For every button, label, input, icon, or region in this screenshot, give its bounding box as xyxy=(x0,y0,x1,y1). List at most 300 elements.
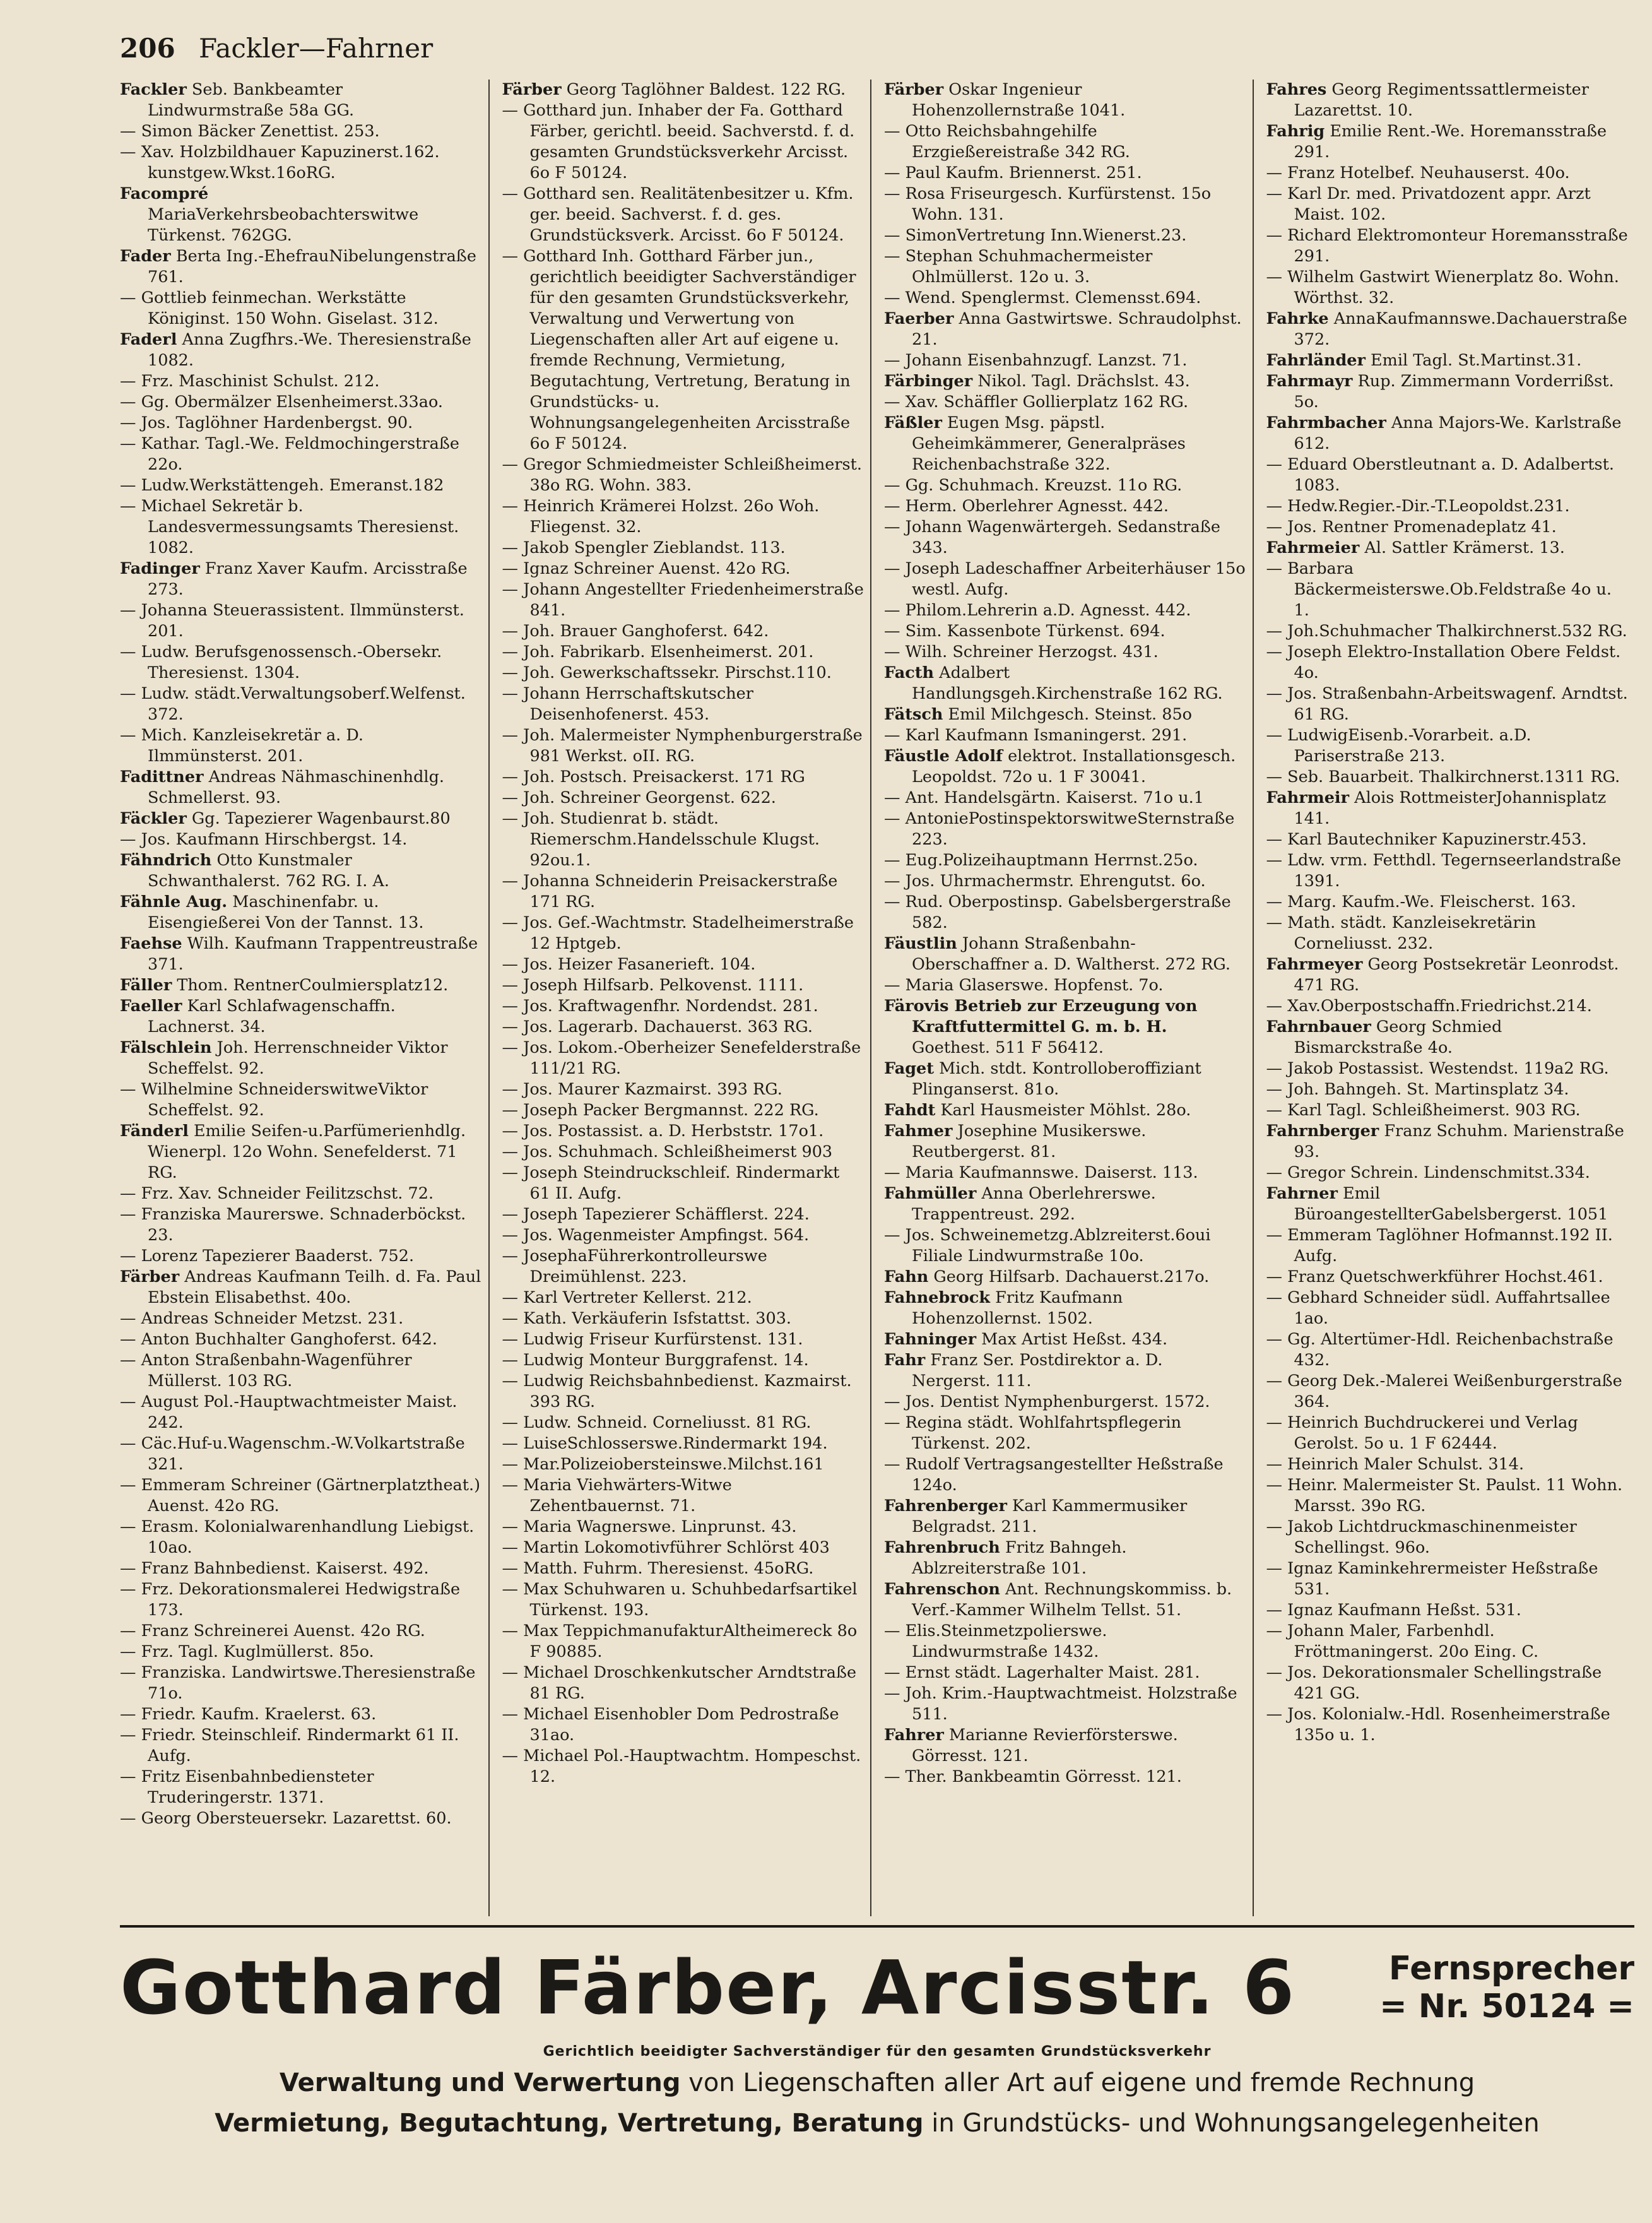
directory-entry xyxy=(884,413,1246,475)
entry-text: — Gottlieb feinmechan. Werkstätte Königinst. 150 Wohn. Giselast. 312. xyxy=(120,288,439,328)
entry-text: — Emmeram Schreiner (Gärtnerplatztheat.) Auenst. 42o RG. xyxy=(120,1476,481,1515)
directory-columns xyxy=(120,80,1634,1916)
entry-surname: Fahdt xyxy=(884,1101,936,1120)
entry-surname: Fahrnberger xyxy=(1266,1122,1379,1141)
entry-text: — Ernst städt. Lagerhalter Maist. 281. xyxy=(884,1663,1200,1682)
entry-text: — Georg Dek.-Malerei Weißenburgerstraße 364. xyxy=(1266,1372,1622,1411)
directory-entry xyxy=(1266,559,1629,621)
page-number: 206 xyxy=(120,33,175,64)
directory-entry xyxy=(502,80,864,100)
entry-text: — Joseph Ladeschaffner Arbeiterhäuser 15o westl. Aufg. xyxy=(884,559,1246,599)
directory-entry xyxy=(120,1038,482,1079)
directory-entry xyxy=(884,996,1246,1058)
entry-text: — Ludw. Schneid. Corneliusst. 81 RG. xyxy=(502,1413,811,1432)
directory-entry xyxy=(502,1079,864,1100)
directory-entry xyxy=(884,850,1246,871)
entry-text: — Xav. Schäffler Gollierplatz 162 RG. xyxy=(884,393,1189,412)
directory-entry xyxy=(120,767,482,809)
entry-text: — Jos. Kolonialw.-Hdl. Rosenheimerstraße 135o u. 1. xyxy=(1266,1705,1610,1745)
entry-text: — Franz Schreinerei Auenst. 42o RG. xyxy=(120,1621,425,1640)
entry-text: — Kath. Verkäuferin Isfstattst. 303. xyxy=(502,1309,792,1328)
directory-entry xyxy=(1266,1475,1629,1517)
entry-text: — Regina städt. Wohlfahrtspflegerin Türkenst. 202. xyxy=(884,1413,1182,1453)
entry-text: — AntoniePostinspektorswitweSternstraße 223. xyxy=(884,809,1235,849)
entry-text: — Xav. Holzbildhauer Kapuzinerst.162. kunstgew.Wkst.16oRG. xyxy=(120,143,440,182)
directory-entry xyxy=(120,1621,482,1642)
entry-text: Franz Xaver Kaufm. Arcisstraße 273. xyxy=(148,559,468,599)
directory-entry xyxy=(884,475,1246,496)
directory-entry xyxy=(884,1725,1246,1767)
entry-text: Emil Milchgesch. Steinst. 85o xyxy=(943,705,1193,724)
entry-text: — Joh. Brauer Ganghoferst. 642. xyxy=(502,622,769,641)
ad-company-name: Gotthard Färber, Arcisstr. 6 xyxy=(120,1944,1296,2031)
directory-entry xyxy=(1266,1017,1629,1058)
entry-text: — Gg. Obermälzer Elsenheimerst.33ao. xyxy=(120,393,443,412)
directory-entry xyxy=(884,1454,1246,1496)
directory-entry xyxy=(120,829,482,850)
directory-entry xyxy=(120,809,482,829)
ad-phone xyxy=(1379,1950,1634,2025)
directory-entry xyxy=(502,767,864,788)
ad-services-line-1 xyxy=(120,2066,1634,2100)
entry-text: AnnaKaufmannswe.Dachauerstraße 372. xyxy=(1294,309,1627,349)
directory-entry xyxy=(884,975,1246,996)
directory-entry xyxy=(884,559,1246,600)
entry-text: — Franz Hotelbef. Neuhauserst. 40o. xyxy=(1266,163,1570,182)
entry-text: Franz Ser. Postdirektor a. D. Nergerst. 111. xyxy=(912,1351,1163,1390)
directory-entry xyxy=(884,934,1246,975)
directory-entry xyxy=(1266,1163,1629,1183)
entry-text: — Heinrich Krämerei Holzst. 26o Woh. Fliegenst. 32. xyxy=(502,497,820,536)
entry-text: — Jos. Postassist. a. D. Herbststr. 17o1. xyxy=(502,1122,824,1141)
entry-surname: Fahmüller xyxy=(884,1184,977,1203)
entry-text: — Joh. Gewerkschaftssekr. Pirschst.110. xyxy=(502,663,832,682)
directory-entry xyxy=(884,392,1246,413)
directory-entry xyxy=(120,434,482,475)
directory-entry xyxy=(502,1204,864,1225)
directory-entry xyxy=(502,1163,864,1204)
directory-entry xyxy=(1266,1704,1629,1746)
directory-entry xyxy=(120,1475,482,1517)
entry-text: — Joseph Packer Bergmannst. 222 RG. xyxy=(502,1101,819,1120)
directory-entry xyxy=(120,1329,482,1350)
directory-entry xyxy=(884,309,1246,350)
entry-text: — Jos. Wagenmeister Ampfingst. 564. xyxy=(502,1226,810,1245)
directory-entry xyxy=(502,1038,864,1079)
directory-entry xyxy=(884,371,1246,392)
directory-entry xyxy=(1266,767,1629,788)
directory-entry xyxy=(1266,725,1629,767)
directory-entry xyxy=(502,1621,864,1663)
entry-text: — Maria Wagnerswe. Linprunst. 43. xyxy=(502,1517,797,1536)
directory-entry xyxy=(502,100,864,184)
entry-text: — Joh.Schuhmacher Thalkirchnerst.532 RG. xyxy=(1266,622,1627,641)
entry-text: — Jos. Lagerarb. Dachauerst. 363 RG. xyxy=(502,1017,813,1036)
entry-text: — Frz. Maschinist Schulst. 212. xyxy=(120,372,380,391)
directory-entry xyxy=(884,704,1246,725)
entry-text: Marianne Revierförsterswe. Görresst. 121. xyxy=(912,1726,1178,1765)
entry-text: — Jos. Gef.-Wachtmstr. Stadelheimerstraße 12 Hptgeb. xyxy=(502,913,854,953)
entry-text: — Frz. Xav. Schneider Feilitzschst. 72. xyxy=(120,1184,434,1203)
directory-entry xyxy=(1266,1121,1629,1163)
entry-surname: Fälschlein xyxy=(120,1038,212,1057)
directory-entry xyxy=(1266,309,1629,350)
entry-text: — Kathar. Tagl.-We. Feldmochingerstraße 22o. xyxy=(120,434,459,474)
directory-entry xyxy=(120,1433,482,1475)
entry-text: — Jos. Schweinemetzg.Ablzreiterst.6oui Filiale Lindwurmstraße 10o. xyxy=(884,1226,1211,1266)
directory-entry xyxy=(120,142,482,184)
entry-text: — Gregor Schrein. Lindenschmitst.334. xyxy=(1266,1163,1590,1182)
directory-entry xyxy=(884,1579,1246,1621)
directory-entry xyxy=(502,454,864,496)
entry-text: Anna Gastwirtswe. Schraudolphst. 21. xyxy=(912,309,1242,349)
directory-entry xyxy=(120,413,482,434)
entry-text: — Maria Glaserswe. Hopfenst. 7o. xyxy=(884,976,1164,995)
entry-surname: Fahrmbacher xyxy=(1266,413,1386,432)
directory-entry xyxy=(1266,621,1629,642)
column-1 xyxy=(120,80,490,1916)
entry-text: Anna Oberlehrerswe. Trappentreust. 292. xyxy=(912,1184,1156,1224)
directory-entry xyxy=(1266,1413,1629,1454)
entry-text: — Jakob Spengler Zieblandst. 113. xyxy=(502,538,786,557)
directory-entry xyxy=(884,80,1246,121)
entry-text: Gg. Tapezierer Wagenbaurst.80 xyxy=(186,809,451,828)
directory-entry xyxy=(1266,1329,1629,1371)
directory-entry xyxy=(1266,1371,1629,1413)
entry-surname: Fahrer xyxy=(884,1726,944,1745)
column-4 xyxy=(1266,80,1635,1916)
directory-entry xyxy=(502,1579,864,1621)
directory-entry xyxy=(1266,1183,1629,1225)
directory-entry xyxy=(502,975,864,996)
entry-surname: Fahrner xyxy=(1266,1184,1338,1203)
directory-entry xyxy=(502,1121,864,1142)
directory-entry xyxy=(1266,1100,1629,1121)
entry-text: — Rud. Oberpostinsp. Gabelsbergerstraße 582. xyxy=(884,892,1231,932)
directory-entry xyxy=(1266,829,1629,850)
entry-text: — Matth. Fuhrm. Theresienst. 45oRG. xyxy=(502,1559,814,1578)
entry-text: — Seb. Bauarbeit. Thalkirchnerst.1311 RG. xyxy=(1266,768,1620,786)
column-3 xyxy=(884,80,1254,1916)
directory-entry xyxy=(1266,163,1629,184)
entry-text: — Ignaz Schreiner Auenst. 42o RG. xyxy=(502,559,791,578)
entry-text: — Lorenz Tapezierer Baaderst. 752. xyxy=(120,1247,415,1266)
directory-entry xyxy=(502,1350,864,1371)
directory-entry xyxy=(884,1183,1246,1225)
entry-surname: Fahrenberger xyxy=(884,1497,1007,1515)
directory-entry xyxy=(502,1517,864,1538)
entry-text: — Eug.Polizeihauptmann Herrnst.25o. xyxy=(884,851,1198,870)
entry-text: — Friedr. Steinschleif. Rindermarkt 61 II. Aufg. xyxy=(120,1726,459,1765)
entry-text: — Jos. Heizer Fasanerieft. 104. xyxy=(502,955,756,974)
ad-services-1-rest: von Liegenschaften aller Art auf eigene und fremde Rechnung xyxy=(680,2068,1475,2097)
directory-entry xyxy=(502,538,864,559)
directory-entry xyxy=(120,1121,482,1183)
entry-surname: Facompré xyxy=(120,184,209,203)
directory-entry xyxy=(120,1642,482,1663)
directory-entry xyxy=(502,788,864,809)
entry-text: — Gebhard Schneider südl. Auffahrtsallee 1ao. xyxy=(1266,1288,1610,1328)
directory-entry xyxy=(120,850,482,892)
entry-text: — Mich. Kanzleisekretär a. D. Ilmmünsterst. 201. xyxy=(120,726,364,766)
directory-entry xyxy=(502,559,864,579)
directory-entry xyxy=(1266,913,1629,954)
entry-surname: Fäustlin xyxy=(884,934,957,953)
directory-entry xyxy=(502,954,864,975)
entry-surname: Fahrenbruch xyxy=(884,1538,1000,1557)
entry-text: — Ant. Handelsgärtn. Kaiserst. 71o u.1 xyxy=(884,788,1204,807)
entry-text: — Barbara Bäckermeisterswe.Ob.Feldstraße 4o u. 1. xyxy=(1266,559,1612,620)
directory-entry xyxy=(884,246,1246,288)
directory-entry xyxy=(120,600,482,642)
entry-text: — Xav.Oberpostschaffn.Friedrichst.214. xyxy=(1266,997,1592,1016)
entry-text: Adalbert Handlungsgeh.Kirchenstraße 162 RG. xyxy=(912,663,1223,703)
directory-entry xyxy=(884,871,1246,892)
entry-text: Andreas Kaufmann Teilh. d. Fa. Paul Ebstein Elisabethst. 40o. xyxy=(148,1267,481,1307)
entry-text: — Max Schuhwaren u. Schuhbedarfsartikel Türkenst. 193. xyxy=(502,1580,858,1620)
directory-entry xyxy=(1266,954,1629,996)
entry-text: — Mar.Polizeiobersteinswe.Milchst.161 xyxy=(502,1455,824,1474)
entry-surname: Faerber xyxy=(884,309,954,328)
directory-entry xyxy=(120,559,482,600)
directory-entry xyxy=(120,80,482,121)
directory-entry xyxy=(502,1329,864,1350)
entry-surname: Fahn xyxy=(884,1267,929,1286)
entry-text: Karl Schlafwagenschaffn. Lachnerst. 34. xyxy=(148,997,396,1036)
directory-entry xyxy=(884,288,1246,309)
entry-surname: Fahrenschon xyxy=(884,1580,1000,1599)
entry-text: — Karl Bautechniker Kapuzinerstr.453. xyxy=(1266,830,1587,849)
directory-entry xyxy=(502,996,864,1017)
entry-surname: Fäller xyxy=(120,976,172,995)
directory-entry xyxy=(502,1017,864,1038)
entry-surname: Fadinger xyxy=(120,559,200,578)
directory-entry xyxy=(120,184,482,246)
entry-text: — Joseph Elektro-Installation Obere Feldst. 4o. xyxy=(1266,643,1621,682)
entry-text: — Jos. Maurer Kazmairst. 393 RG. xyxy=(502,1080,782,1099)
directory-entry xyxy=(884,746,1246,788)
entry-surname: Faehse xyxy=(120,934,182,953)
entry-surname: Fähnle Aug. xyxy=(120,892,228,911)
directory-entry xyxy=(884,1267,1246,1288)
entry-text: — Joh. Studienrat b. städt. Riemerschm.Handelsschule Klugst. 92ou.1. xyxy=(502,809,820,870)
entry-text: Alois RottmeisterJohannisplatz 141. xyxy=(1294,788,1607,828)
entry-text: — Stephan Schuhmachermeister Ohlmüllerst. 12o u. 3. xyxy=(884,247,1153,287)
entry-text: — Anton Straßenbahn-Wagenführer Müllerst. 103 RG. xyxy=(120,1351,412,1390)
directory-entry xyxy=(502,809,864,871)
directory-entry xyxy=(120,1267,482,1308)
entry-text: — Marg. Kaufm.-We. Fleischerst. 163. xyxy=(1266,892,1576,911)
directory-entry xyxy=(120,996,482,1038)
directory-entry xyxy=(1266,1558,1629,1600)
directory-entry xyxy=(1266,413,1629,454)
directory-entry xyxy=(1266,184,1629,225)
directory-entry xyxy=(502,913,864,954)
directory-entry xyxy=(1266,684,1629,725)
entry-text: — Jos. Taglöhner Hardenbergst. 90. xyxy=(120,413,413,432)
entry-text: Emil BüroangestellterGabelsbergerst. 1051 xyxy=(1294,1184,1608,1224)
directory-entry xyxy=(1266,121,1629,163)
entry-surname: Fahrmayr xyxy=(1266,372,1353,391)
directory-entry xyxy=(1266,80,1629,121)
directory-entry xyxy=(1266,538,1629,559)
entry-text: — Math. städt. Kanzleisekretärin Corneliusst. 232. xyxy=(1266,913,1537,953)
entry-text: — Johanna Schneiderin Preisackerstraße 171 RG. xyxy=(502,872,838,911)
ad-subtitle: Gerichtlich beeidigter Sachverständiger für den gesamten Grundstücksverkehr xyxy=(543,2044,1212,2060)
entry-text: Goethest. 511 F 56412. xyxy=(912,1038,1104,1057)
entry-text: — Sim. Kassenbote Türkenst. 694. xyxy=(884,622,1165,641)
entry-text: Joh. Herrenschneider Viktor Scheffelst. 92. xyxy=(148,1038,448,1078)
directory-entry xyxy=(502,1142,864,1163)
directory-entry xyxy=(884,350,1246,371)
directory-entry xyxy=(120,1392,482,1433)
entry-text: — Ignaz Kaminkehrermeister Heßstraße 531. xyxy=(1266,1559,1598,1599)
entry-surname: Faget xyxy=(884,1059,935,1078)
directory-entry xyxy=(1266,1663,1629,1704)
entry-text: — Ludw. Berufsgenossensch.-Obersekr. Theresienst. 1304. xyxy=(120,643,442,682)
entry-surname: Fähndrich xyxy=(120,851,212,870)
directory-entry xyxy=(120,1663,482,1704)
entry-text: Thom. RentnerCoulmiersplatz12. xyxy=(172,976,449,995)
directory-entry xyxy=(884,725,1246,746)
directory-entry xyxy=(120,1767,482,1808)
entry-text: Otto Kunstmaler Schwanthalerst. 762 RG. I. A. xyxy=(148,851,389,891)
directory-entry xyxy=(502,684,864,725)
directory-entry xyxy=(884,184,1246,225)
ad-phone-number: = Nr. 50124 = xyxy=(1379,1988,1634,2025)
directory-entry xyxy=(120,246,482,288)
ad-headline xyxy=(120,1934,1634,2041)
directory-entry xyxy=(884,1058,1246,1100)
entry-text: — Rosa Friseurgesch. Kurfürstenst. 15o Wohn. 131. xyxy=(884,184,1212,224)
entry-text: — Johann Eisenbahnzugf. Lanzst. 71. xyxy=(884,351,1188,370)
entry-text: — Hedw.Regier.-Dir.-T.Leopoldst.231. xyxy=(1266,497,1570,516)
entry-text: — Fritz Eisenbahnbediensteter Truderingerstr. 1371. xyxy=(120,1767,374,1807)
entry-text: — Johann Maler, Farbenhdl. Fröttmaningerst. 20o Eing. C. xyxy=(1266,1621,1539,1661)
entry-text: Mich. stdt. Kontrolloberoffiziant Plinganserst. 81o. xyxy=(912,1059,1201,1099)
directory-entry xyxy=(884,788,1246,809)
directory-entry xyxy=(120,1350,482,1392)
entry-surname: Fahnebrock xyxy=(884,1288,991,1307)
entry-surname: Fäckler xyxy=(120,809,187,828)
entry-text: — JosephaFührerkontrolleurswe Dreimühlenst. 223. xyxy=(502,1247,767,1286)
entry-text: — Jos. Dekorationsmaler Schellingstraße 421 GG. xyxy=(1266,1663,1602,1703)
entry-surname: Fänderl xyxy=(120,1122,189,1141)
directory-entry xyxy=(120,642,482,684)
ad-services-1-strong: Verwaltung und Verwertung xyxy=(279,2068,681,2097)
directory-entry xyxy=(502,1538,864,1558)
directory-entry xyxy=(502,1225,864,1246)
entry-text: — Wilh. Schreiner Herzogst. 431. xyxy=(884,643,1159,661)
directory-entry xyxy=(120,975,482,996)
entry-surname: Färber xyxy=(884,80,944,99)
entry-text: — Jos. Uhrmachermstr. Ehrengutst. 6o. xyxy=(884,872,1206,891)
directory-entry xyxy=(884,809,1246,850)
entry-text: — Andreas Schneider Metzst. 231. xyxy=(120,1309,404,1328)
directory-entry xyxy=(502,1433,864,1454)
entry-text: — Paul Kaufm. Briennerst. 251. xyxy=(884,163,1142,182)
entry-text: — Simon Bäcker Zenettist. 253. xyxy=(120,122,380,141)
entry-text: — Joh. Bahngeh. St. Martinsplatz 34. xyxy=(1266,1080,1569,1099)
directory-entry xyxy=(884,621,1246,642)
entry-text: — Franziska Maurerswe. Schnaderböckst. 23. xyxy=(120,1205,466,1245)
directory-entry xyxy=(884,1225,1246,1267)
entry-text: Georg Hilfsarb. Dachauerst.217o. xyxy=(928,1267,1210,1286)
entry-text: — Karl Dr. med. Privatdozent appr. Arzt Maist. 102. xyxy=(1266,184,1591,224)
entry-surname: Färber xyxy=(502,80,562,99)
entry-text: — Friedr. Kaufm. Kraelerst. 63. xyxy=(120,1705,377,1724)
directory-entry xyxy=(502,1371,864,1413)
entry-surname: Fäßler xyxy=(884,413,942,432)
entry-text: elektrot. Installationsgesch. Leopoldst. 72o u. 1 F 30041. xyxy=(912,747,1236,786)
entry-text: — Frz. Dekorationsmalerei Hedwigstraße 173. xyxy=(120,1580,461,1620)
entry-text: — Jos. Dentist Nymphenburgerst. 1572. xyxy=(884,1392,1210,1411)
directory-entry xyxy=(1266,1267,1629,1288)
directory-entry xyxy=(1266,1600,1629,1621)
entry-surname: Fahrmeier xyxy=(1266,538,1360,557)
directory-entry xyxy=(120,1558,482,1579)
directory-entry xyxy=(884,642,1246,663)
entry-text: — Joseph Steindruckschleif. Rindermarkt 61 II. Aufg. xyxy=(502,1163,840,1203)
page-range: Fackler—Fahrner xyxy=(199,33,434,64)
directory-entry xyxy=(502,579,864,621)
entry-text: — Franz Quetschwerkführer Hochst.461. xyxy=(1266,1267,1603,1286)
directory-entry xyxy=(120,934,482,975)
entry-text: Georg Schmied Bismarckstraße 4o. xyxy=(1294,1017,1502,1057)
entry-text: Georg Postsekretär Leonrodst. 471 RG. xyxy=(1294,955,1619,995)
directory-entry xyxy=(502,496,864,538)
entry-surname: Fahrländer xyxy=(1266,351,1366,370)
directory-entry xyxy=(1266,1079,1629,1100)
directory-entry xyxy=(884,1350,1246,1392)
entry-text: — Johanna Steuerassistent. Ilmmünsterst. 201. xyxy=(120,601,464,641)
directory-entry xyxy=(120,1808,482,1829)
entry-text: Wilh. Kaufmann Trappentreustraße 371. xyxy=(148,934,478,974)
directory-entry xyxy=(1266,371,1629,413)
directory-entry xyxy=(1266,850,1629,892)
entry-text: — Ludwig Monteur Burggrafenst. 14. xyxy=(502,1351,809,1370)
entry-text: — Gotthard jun. Inhaber der Fa. Gotthard Färber, gerichtl. beeid. Sachverstd. f. d. gesamten Grundstücksverkehr Arcisst. 6o F 50124. xyxy=(502,101,855,182)
entry-text: Ant. Rechnungskommiss. b. Verf.-Kammer Wilhelm Tellst. 51. xyxy=(912,1580,1232,1620)
entry-text: — Michael Sekretär b. Landesvermessungsamts Theresienst. 1082. xyxy=(120,497,459,557)
entry-text: — Joseph Tapezierer Schäfflerst. 224. xyxy=(502,1205,810,1224)
entry-text: — Ther. Bankbeamtin Görresst. 121. xyxy=(884,1767,1182,1786)
entry-text: — Jakob Postassist. Westendst. 119a2 RG. xyxy=(1266,1059,1609,1078)
entry-text: Fritz Bahngeh. Ablzreiterstraße 101. xyxy=(912,1538,1127,1578)
entry-text: Karl Kammermusiker Belgradst. 211. xyxy=(912,1497,1188,1536)
directory-entry xyxy=(884,121,1246,163)
entry-surname: Färber xyxy=(120,1267,180,1286)
entry-text: — Karl Kaufmann Ismaningerst. 291. xyxy=(884,726,1188,745)
entry-text: — Erasm. Kolonialwarenhandlung Liebigst. 10ao. xyxy=(120,1517,475,1557)
directory-entry xyxy=(884,663,1246,704)
entry-surname: Fadittner xyxy=(120,768,204,786)
entry-surname: Fahrnbauer xyxy=(1266,1017,1371,1036)
directory-entry xyxy=(884,1767,1246,1787)
entry-text: — Franz Bahnbedienst. Kaiserst. 492. xyxy=(120,1559,429,1578)
entry-surname: Fahrke xyxy=(1266,309,1329,328)
entry-text: Rup. Zimmermann Vorderrißst. 5o. xyxy=(1294,372,1614,412)
directory-entry xyxy=(1266,642,1629,684)
entry-text: — Joh. Malermeister Nymphenburgerstraße 981 Werkst. oII. RG. xyxy=(502,726,863,766)
entry-text: — Jos. Schuhmach. Schleißheimerst 903 xyxy=(502,1142,833,1161)
directory-entry xyxy=(502,184,864,246)
entry-text: Josephine Musikerswe. Reutbergerst. 81. xyxy=(912,1122,1147,1161)
entry-text: Seb. Bankbeamter Lindwurmstraße 58a GG. xyxy=(148,80,355,120)
directory-entry xyxy=(1266,225,1629,267)
entry-text: Max Artist Heßst. 434. xyxy=(976,1330,1168,1349)
directory-entry xyxy=(884,225,1246,246)
